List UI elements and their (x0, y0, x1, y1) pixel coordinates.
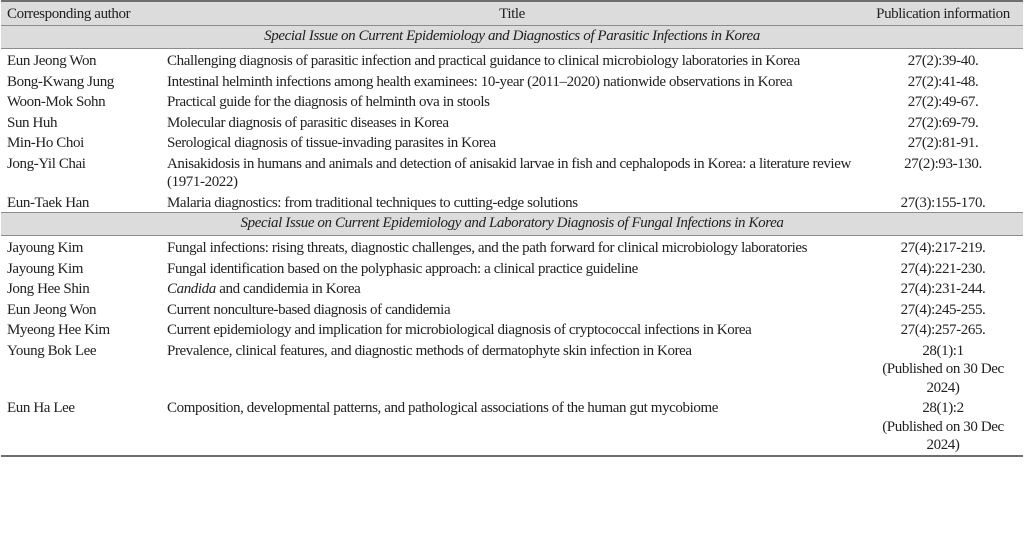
publication-cell (863, 278, 1023, 299)
header-title: Title (499, 6, 525, 22)
publication-citation: 28(1):2 (922, 400, 964, 416)
author-cell: Woon-Mok Sohn (7, 94, 106, 110)
author-cell: Jong Hee Shin (7, 281, 90, 297)
title-cell: Fungal identification based on the polyphasic approach: a clinical practice guideline (167, 260, 638, 277)
title-text: and candidemia in Korea (215, 281, 361, 297)
table-row (1, 340, 1023, 398)
author-cell: Myeong Hee Kim (7, 322, 110, 338)
publication-cell (863, 49, 1023, 71)
title-cell: Prevalence, clinical features, and diagnostic methods of dermatophyte skin infection in Korea (167, 342, 692, 359)
section-heading: Special Issue on Current Epidemiology and Laboratory Diagnosis of Fungal Infections in Korea (240, 215, 784, 231)
title-cell: Composition, developmental patterns, and pathological associations of the human gut mycobiome (167, 400, 719, 416)
publication-citation: 27(4):245-255. (900, 301, 986, 318)
title-cell: Practical guide for the diagnosis of helminth ova in stools (167, 94, 490, 110)
title-cell (161, 278, 863, 299)
header-row (1, 1, 1023, 26)
table-row (1, 91, 1023, 112)
author-cell: Min-Ho Choi (7, 135, 84, 151)
header-author: Corresponding author (7, 6, 131, 22)
publication-cell (863, 91, 1023, 112)
section-heading-row (1, 26, 1023, 49)
author-cell: Jayoung Kim (7, 260, 84, 277)
table-row (1, 153, 1023, 192)
title-cell: Malaria diagnostics: from traditional techniques to cutting-edge solutions (167, 194, 578, 211)
title-cell: Intestinal helminth infections among health examinees: 10-year (2011–2020) nationwide observations in Korea (167, 73, 793, 90)
publication-citation: 27(2):81-91. (907, 135, 979, 151)
publication-cell (863, 397, 1023, 456)
publication-cell (863, 340, 1023, 398)
publication-cell (863, 236, 1023, 258)
publication-citation: 27(2):39-40. (907, 53, 979, 69)
author-cell: Eun Jeong Won (7, 301, 97, 318)
publication-citation: 27(4):257-265. (900, 322, 986, 338)
section-heading: Special Issue on Current Epidemiology and Diagnostics of Parasitic Infections in Korea (264, 28, 760, 44)
publication-citation: 27(4):231-244. (900, 281, 986, 297)
author-cell: Eun Jeong Won (7, 53, 97, 69)
table-row (1, 112, 1023, 133)
table-header (1, 1, 1023, 26)
publication-note: (Published on 30 Dec 2024) (882, 361, 1004, 396)
publication-cell (863, 153, 1023, 192)
publication-citation: 27(3):155-170. (900, 194, 986, 211)
author-cell: Eun-Taek Han (7, 194, 90, 211)
table-row (1, 278, 1023, 299)
title-cell: Current nonculture-based diagnosis of candidemia (167, 301, 451, 318)
special-issue-table (1, 0, 1023, 457)
table-row (1, 299, 1023, 320)
author-cell: Bong-Kwang Jung (7, 73, 114, 90)
table-row (1, 49, 1023, 71)
publication-citation: 27(2):93-130. (904, 155, 982, 172)
title-italic-part: Candida (167, 281, 216, 297)
title-cell: Anisakidosis in humans and animals and detection of anisakid larvae in fish and cephalopods in Korea: a literature review (1971-2022) (167, 155, 851, 190)
publication-citation: 27(4):221-230. (900, 260, 986, 277)
publication-cell (863, 132, 1023, 153)
title-cell: Challenging diagnosis of parasitic infection and practical guidance to clinical microbiology laboratories in Korea (167, 53, 800, 69)
author-cell: Jong-Yil Chai (7, 155, 86, 172)
section-heading-row (1, 213, 1023, 236)
publication-citation: 27(4):217-219. (900, 240, 986, 256)
publication-cell (863, 258, 1023, 279)
table-row (1, 192, 1023, 213)
publication-citation: 27(2):69-79. (907, 114, 979, 131)
table-row (1, 236, 1023, 258)
publication-citation: 27(2):41-48. (907, 73, 979, 90)
publication-citation: 28(1):1 (922, 342, 964, 359)
publication-cell (863, 299, 1023, 320)
table-row (1, 319, 1023, 340)
header-publication: Publication information (876, 6, 1010, 22)
publication-citation: 27(2):49-67. (907, 94, 979, 110)
title-cell: Serological diagnosis of tissue-invading parasites in Korea (167, 135, 496, 151)
title-cell: Fungal infections: rising threats, diagnostic challenges, and the path forward for clinical microbiology laboratories (167, 240, 808, 256)
author-cell: Young Bok Lee (7, 342, 97, 359)
table-row (1, 71, 1023, 92)
title-cell: Molecular diagnosis of parasitic diseases in Korea (167, 114, 449, 131)
table-row (1, 397, 1023, 456)
publication-cell (863, 112, 1023, 133)
publication-cell (863, 192, 1023, 213)
publication-note: (Published on 30 Dec 2024) (882, 418, 1004, 453)
author-cell: Jayoung Kim (7, 240, 84, 256)
author-cell: Eun Ha Lee (7, 400, 75, 416)
title-cell: Current epidemiology and implication for microbiological diagnosis of cryptococcal infections in Korea (167, 322, 752, 338)
author-cell: Sun Huh (7, 114, 58, 131)
publication-cell (863, 319, 1023, 340)
table-row (1, 258, 1023, 279)
table-body (1, 26, 1023, 456)
publication-cell (863, 71, 1023, 92)
table-row (1, 132, 1023, 153)
